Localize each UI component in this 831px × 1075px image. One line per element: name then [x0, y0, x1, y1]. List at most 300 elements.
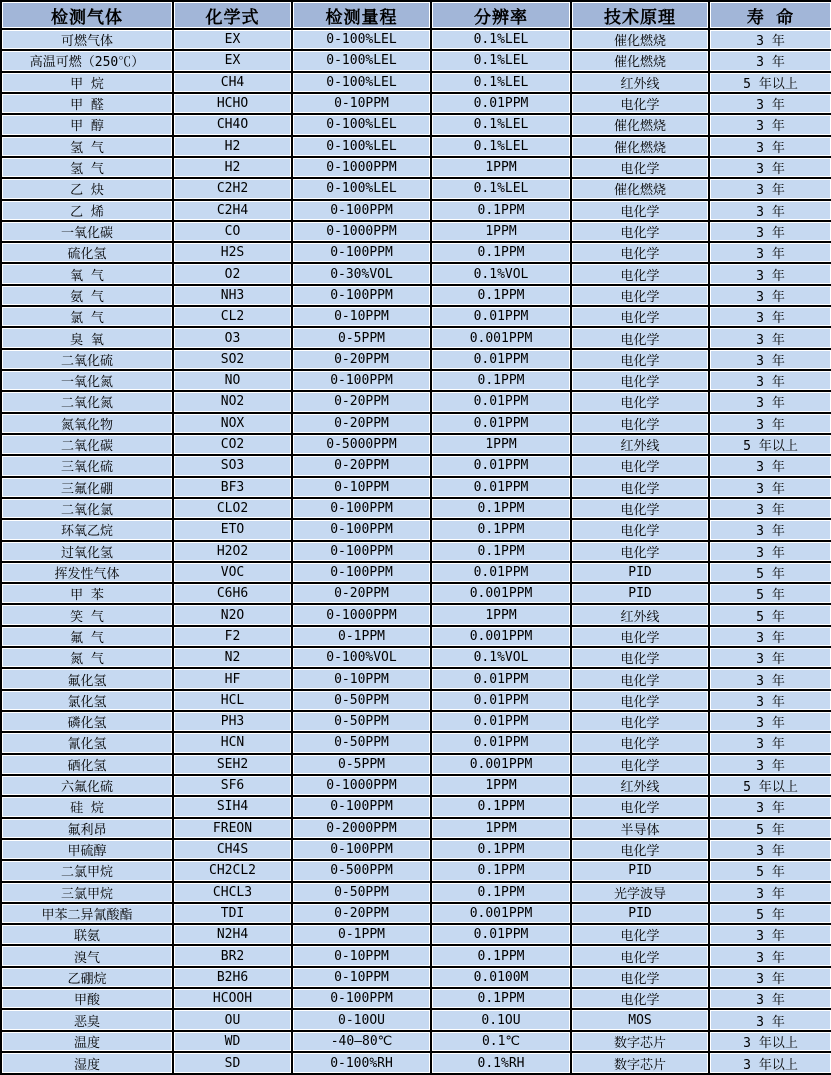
- table-cell: SIH4: [173, 796, 292, 817]
- header-row: [1, 1, 831, 29]
- table-cell: 半导体: [571, 818, 709, 839]
- table-cell: CLO2: [173, 498, 292, 519]
- table-cell: 0.01PPM: [431, 349, 571, 370]
- table-cell: 3 年: [709, 988, 831, 1009]
- table-cell: 0.1PPM: [431, 882, 571, 903]
- table-cell: 0.01PPM: [431, 477, 571, 498]
- table-cell: 0.1PPM: [431, 945, 571, 966]
- table-cell: 3 年: [709, 349, 831, 370]
- table-cell: 催化燃烧: [571, 136, 709, 157]
- table-cell: 二氧化碳: [1, 434, 173, 455]
- table-cell: 0.01PPM: [431, 413, 571, 434]
- table-cell: 电化学: [571, 242, 709, 263]
- table-cell: CH4S: [173, 839, 292, 860]
- table-cell: PH3: [173, 711, 292, 732]
- table-cell: 3 年: [709, 413, 831, 434]
- table-row: [1, 711, 831, 732]
- table-cell: NH3: [173, 285, 292, 306]
- table-row: [1, 498, 831, 519]
- table-cell: 0-10PPM: [292, 477, 431, 498]
- table-cell: 0.1PPM: [431, 498, 571, 519]
- table-cell: 催化燃烧: [571, 29, 709, 50]
- table-cell: 氯 气: [1, 306, 173, 327]
- table-cell: C2H4: [173, 200, 292, 221]
- table-cell: F2: [173, 626, 292, 647]
- table-cell: 催化燃烧: [571, 178, 709, 199]
- table-cell: 0.001PPM: [431, 903, 571, 924]
- table-cell: 0.1PPM: [431, 242, 571, 263]
- table-cell: 3 年: [709, 626, 831, 647]
- table-cell: 0-5000PPM: [292, 434, 431, 455]
- table-cell: 电化学: [571, 519, 709, 540]
- table-cell: 0-100PPM: [292, 242, 431, 263]
- table-cell: 电化学: [571, 498, 709, 519]
- table-cell: PID: [571, 562, 709, 583]
- table-cell: EX: [173, 29, 292, 50]
- table-cell: PID: [571, 860, 709, 881]
- table-cell: 0.01PPM: [431, 455, 571, 476]
- table-row: [1, 391, 831, 412]
- table-cell: PID: [571, 583, 709, 604]
- table-cell: 0-10PPM: [292, 306, 431, 327]
- table-cell: 3 年: [709, 157, 831, 178]
- table-cell: 3 年: [709, 136, 831, 157]
- table-cell: 0-100PPM: [292, 839, 431, 860]
- column-header-1: 化学式: [173, 1, 292, 29]
- table-cell: ETO: [173, 519, 292, 540]
- table-cell: 0-10PPM: [292, 93, 431, 114]
- table-cell: 3 年: [709, 498, 831, 519]
- table-row: [1, 29, 831, 50]
- table-cell: 0-100%VOL: [292, 647, 431, 668]
- table-cell: 0-10PPM: [292, 668, 431, 689]
- table-row: [1, 434, 831, 455]
- table-cell: 硫化氢: [1, 242, 173, 263]
- table-cell: 电化学: [571, 327, 709, 348]
- table-row: [1, 477, 831, 498]
- table-cell: 5 年以上: [709, 72, 831, 93]
- table-row: [1, 732, 831, 753]
- table-cell: 六氟化硫: [1, 775, 173, 796]
- column-header-5: 寿 命: [709, 1, 831, 29]
- table-cell: NO: [173, 370, 292, 391]
- table-row: [1, 1009, 831, 1030]
- table-cell: SD: [173, 1052, 292, 1074]
- table-row: [1, 668, 831, 689]
- table-cell: 3 年: [709, 455, 831, 476]
- table-cell: 数字芯片: [571, 1052, 709, 1074]
- table-cell: 0-50PPM: [292, 732, 431, 753]
- table-cell: SO3: [173, 455, 292, 476]
- table-row: [1, 882, 831, 903]
- table-cell: PID: [571, 903, 709, 924]
- table-cell: CH2CL2: [173, 860, 292, 881]
- table-row: [1, 242, 831, 263]
- table-cell: 0-1000PPM: [292, 221, 431, 242]
- table-cell: 0.01PPM: [431, 562, 571, 583]
- table-cell: H2: [173, 136, 292, 157]
- table-cell: EX: [173, 50, 292, 71]
- table-cell: 二氧化硫: [1, 349, 173, 370]
- table-cell: 0-20PPM: [292, 391, 431, 412]
- table-cell: 0-5PPM: [292, 327, 431, 348]
- table-cell: O2: [173, 263, 292, 284]
- table-cell: 0.01PPM: [431, 93, 571, 114]
- table-cell: 3 年: [709, 200, 831, 221]
- table-cell: 0-100PPM: [292, 498, 431, 519]
- table-cell: 挥发性气体: [1, 562, 173, 583]
- table-row: [1, 413, 831, 434]
- table-cell: BR2: [173, 945, 292, 966]
- table-cell: 0-500PPM: [292, 860, 431, 881]
- table-cell: 0-1PPM: [292, 626, 431, 647]
- column-header-3: 分辨率: [431, 1, 571, 29]
- table-cell: NO2: [173, 391, 292, 412]
- table-cell: 0.1℃: [431, 1031, 571, 1052]
- table-cell: 0-100%LEL: [292, 136, 431, 157]
- table-cell: 0.1PPM: [431, 519, 571, 540]
- table-cell: 0.0100M: [431, 967, 571, 988]
- table-cell: 3 年: [709, 114, 831, 135]
- table-cell: 电化学: [571, 477, 709, 498]
- table-row: [1, 839, 831, 860]
- table-cell: 1PPM: [431, 434, 571, 455]
- table-cell: 3 年: [709, 50, 831, 71]
- table-cell: 3 年: [709, 285, 831, 306]
- table-cell: 3 年以上: [709, 1031, 831, 1052]
- table-cell: 0.1PPM: [431, 370, 571, 391]
- table-cell: 0.1%LEL: [431, 114, 571, 135]
- table-cell: H2: [173, 157, 292, 178]
- table-cell: 0.1PPM: [431, 200, 571, 221]
- table-cell: C6H6: [173, 583, 292, 604]
- table-cell: 3 年: [709, 242, 831, 263]
- table-cell: 0.1%LEL: [431, 72, 571, 93]
- table-cell: 溴气: [1, 945, 173, 966]
- table-cell: 0.001PPM: [431, 327, 571, 348]
- table-cell: 电化学: [571, 349, 709, 370]
- table-cell: 0.1%LEL: [431, 178, 571, 199]
- table-cell: H2S: [173, 242, 292, 263]
- table-cell: 0.001PPM: [431, 626, 571, 647]
- table-cell: 氢 气: [1, 136, 173, 157]
- table-cell: 甲 烷: [1, 72, 173, 93]
- table-cell: 3 年: [709, 924, 831, 945]
- table-cell: 0-100PPM: [292, 200, 431, 221]
- table-cell: 氟化氢: [1, 668, 173, 689]
- table-row: [1, 690, 831, 711]
- table-row: [1, 93, 831, 114]
- table-cell: 催化燃烧: [571, 50, 709, 71]
- table-cell: 0-1PPM: [292, 924, 431, 945]
- table-cell: N2: [173, 647, 292, 668]
- table-cell: 3 年: [709, 1009, 831, 1030]
- table-cell: 高温可燃（250℃）: [1, 50, 173, 71]
- table-cell: HCHO: [173, 93, 292, 114]
- table-cell: 0-100%LEL: [292, 72, 431, 93]
- table-cell: 0-100PPM: [292, 519, 431, 540]
- column-header-4: 技术原理: [571, 1, 709, 29]
- table-cell: 0.001PPM: [431, 583, 571, 604]
- table-cell: 0-2000PPM: [292, 818, 431, 839]
- table-cell: 0-20PPM: [292, 455, 431, 476]
- table-cell: 氧 气: [1, 263, 173, 284]
- table-row: [1, 775, 831, 796]
- table-row: [1, 50, 831, 71]
- table-cell: B2H6: [173, 967, 292, 988]
- table-cell: HCOOH: [173, 988, 292, 1009]
- table-cell: 0.1%LEL: [431, 50, 571, 71]
- table-cell: N2O: [173, 604, 292, 625]
- table-row: [1, 285, 831, 306]
- table-cell: 甲 苯: [1, 583, 173, 604]
- table-cell: 氟利昂: [1, 818, 173, 839]
- table-cell: 电化学: [571, 455, 709, 476]
- table-cell: CH4: [173, 72, 292, 93]
- table-cell: 0-100PPM: [292, 370, 431, 391]
- table-cell: 0-100%LEL: [292, 50, 431, 71]
- table-cell: 0-50PPM: [292, 690, 431, 711]
- table-row: [1, 349, 831, 370]
- table-cell: 0-10OU: [292, 1009, 431, 1030]
- table-cell: 3 年: [709, 541, 831, 562]
- table-cell: 电化学: [571, 626, 709, 647]
- table-cell: 0.1%LEL: [431, 29, 571, 50]
- table-cell: HCN: [173, 732, 292, 753]
- table-cell: 3 年: [709, 263, 831, 284]
- table-row: [1, 796, 831, 817]
- table-cell: 5 年: [709, 903, 831, 924]
- table-cell: 乙 烯: [1, 200, 173, 221]
- table-row: [1, 263, 831, 284]
- table-row: [1, 136, 831, 157]
- table-cell: 硒化氢: [1, 754, 173, 775]
- table-cell: 数字芯片: [571, 1031, 709, 1052]
- table-cell: 0-10PPM: [292, 945, 431, 966]
- table-cell: 1PPM: [431, 604, 571, 625]
- table-row: [1, 370, 831, 391]
- table-cell: 电化学: [571, 945, 709, 966]
- table-cell: 5 年: [709, 818, 831, 839]
- table-cell: 0.1%VOL: [431, 647, 571, 668]
- table-cell: 3 年: [709, 178, 831, 199]
- table-cell: 环氧乙烷: [1, 519, 173, 540]
- table-cell: 三氟化硼: [1, 477, 173, 498]
- table-cell: 0.01PPM: [431, 711, 571, 732]
- table-cell: 5 年以上: [709, 775, 831, 796]
- table-cell: 笑 气: [1, 604, 173, 625]
- table-cell: 电化学: [571, 924, 709, 945]
- table-cell: 0-20PPM: [292, 413, 431, 434]
- table-cell: SF6: [173, 775, 292, 796]
- table-cell: 0-100PPM: [292, 285, 431, 306]
- table-cell: 0-100%LEL: [292, 178, 431, 199]
- table-row: [1, 72, 831, 93]
- table-cell: 二氯甲烷: [1, 860, 173, 881]
- table-row: [1, 541, 831, 562]
- table-cell: WD: [173, 1031, 292, 1052]
- table-cell: 电化学: [571, 200, 709, 221]
- table-cell: 催化燃烧: [571, 114, 709, 135]
- table-cell: 0.01PPM: [431, 690, 571, 711]
- column-header-2: 检测量程: [292, 1, 431, 29]
- table-cell: 氨 气: [1, 285, 173, 306]
- table-cell: 3 年: [709, 796, 831, 817]
- table-cell: 0.1PPM: [431, 839, 571, 860]
- table-cell: 0.001PPM: [431, 754, 571, 775]
- table-row: [1, 988, 831, 1009]
- table-cell: 0.01PPM: [431, 668, 571, 689]
- table-cell: 3 年: [709, 370, 831, 391]
- table-cell: H2O2: [173, 541, 292, 562]
- table-cell: 0.1OU: [431, 1009, 571, 1030]
- table-cell: 电化学: [571, 391, 709, 412]
- table-row: [1, 114, 831, 135]
- table-row: [1, 327, 831, 348]
- table-cell: 3 年: [709, 477, 831, 498]
- table-cell: 联氨: [1, 924, 173, 945]
- table-cell: 甲 醇: [1, 114, 173, 135]
- table-row: [1, 626, 831, 647]
- table-cell: 3 年: [709, 306, 831, 327]
- table-row: [1, 754, 831, 775]
- table-cell: 过氧化氢: [1, 541, 173, 562]
- table-cell: 0-100PPM: [292, 541, 431, 562]
- table-cell: HCL: [173, 690, 292, 711]
- table-cell: 一氧化碳: [1, 221, 173, 242]
- table-cell: 电化学: [571, 967, 709, 988]
- table-cell: 电化学: [571, 221, 709, 242]
- table-cell: CO: [173, 221, 292, 242]
- table-row: [1, 562, 831, 583]
- table-cell: OU: [173, 1009, 292, 1030]
- table-cell: 氮 气: [1, 647, 173, 668]
- table-cell: 0-100PPM: [292, 562, 431, 583]
- table-cell: 1PPM: [431, 775, 571, 796]
- table-cell: HF: [173, 668, 292, 689]
- table-cell: 红外线: [571, 434, 709, 455]
- table-cell: 3 年: [709, 967, 831, 988]
- table-cell: 0.1%LEL: [431, 136, 571, 157]
- table-cell: 3 年: [709, 754, 831, 775]
- table-cell: 5 年: [709, 583, 831, 604]
- table-cell: 电化学: [571, 647, 709, 668]
- table-cell: 电化学: [571, 796, 709, 817]
- table-cell: 3 年: [709, 711, 831, 732]
- table-cell: 0.1%VOL: [431, 263, 571, 284]
- table-cell: 甲苯二异氰酸酯: [1, 903, 173, 924]
- table-cell: 光学波导: [571, 882, 709, 903]
- table-cell: 0.1PPM: [431, 541, 571, 562]
- table-cell: 氰化氢: [1, 732, 173, 753]
- table-cell: 甲酸: [1, 988, 173, 1009]
- table-cell: 3 年: [709, 732, 831, 753]
- table-row: [1, 818, 831, 839]
- table-cell: 电化学: [571, 285, 709, 306]
- table-cell: 0-50PPM: [292, 711, 431, 732]
- table-cell: 电化学: [571, 711, 709, 732]
- table-cell: 电化学: [571, 732, 709, 753]
- table-cell: VOC: [173, 562, 292, 583]
- table-cell: 湿度: [1, 1052, 173, 1074]
- table-cell: 氯化氢: [1, 690, 173, 711]
- table-cell: 电化学: [571, 839, 709, 860]
- table-cell: SEH2: [173, 754, 292, 775]
- table-row: [1, 967, 831, 988]
- table-cell: 0-100%LEL: [292, 29, 431, 50]
- table-cell: 电化学: [571, 306, 709, 327]
- column-header-0: 检测气体: [1, 1, 173, 29]
- table-row: [1, 157, 831, 178]
- table-cell: 3 年: [709, 93, 831, 114]
- table-cell: 电化学: [571, 157, 709, 178]
- table-cell: 三氯甲烷: [1, 882, 173, 903]
- table-cell: -40—80℃: [292, 1031, 431, 1052]
- table-cell: SO2: [173, 349, 292, 370]
- table-cell: 0.1PPM: [431, 285, 571, 306]
- table-row: [1, 945, 831, 966]
- table-cell: 氢 气: [1, 157, 173, 178]
- table-cell: 甲硫醇: [1, 839, 173, 860]
- table-cell: 3 年: [709, 690, 831, 711]
- table-row: [1, 519, 831, 540]
- table-cell: 恶臭: [1, 1009, 173, 1030]
- table-row: [1, 860, 831, 881]
- table-cell: 1PPM: [431, 221, 571, 242]
- table-cell: 电化学: [571, 988, 709, 1009]
- table-row: [1, 924, 831, 945]
- table-cell: 3 年: [709, 668, 831, 689]
- table-cell: 三氧化硫: [1, 455, 173, 476]
- table-row: [1, 1031, 831, 1052]
- table-cell: 二氧化氮: [1, 391, 173, 412]
- table-row: [1, 1052, 831, 1074]
- table-row: [1, 583, 831, 604]
- table-row: [1, 221, 831, 242]
- table-row: [1, 178, 831, 199]
- table-cell: 0-50PPM: [292, 882, 431, 903]
- table-cell: 3 年: [709, 945, 831, 966]
- table-cell: 臭 氧: [1, 327, 173, 348]
- table-row: [1, 903, 831, 924]
- table-cell: 0-100PPM: [292, 796, 431, 817]
- table-cell: CL2: [173, 306, 292, 327]
- table-cell: 乙 炔: [1, 178, 173, 199]
- table-cell: 5 年以上: [709, 434, 831, 455]
- table-cell: 电化学: [571, 263, 709, 284]
- table-cell: 5 年: [709, 562, 831, 583]
- table-cell: 0.1PPM: [431, 860, 571, 881]
- table-cell: 电化学: [571, 370, 709, 391]
- table-cell: 3 年: [709, 647, 831, 668]
- table-cell: NOX: [173, 413, 292, 434]
- table-cell: 电化学: [571, 541, 709, 562]
- table-cell: 磷化氢: [1, 711, 173, 732]
- table-cell: 电化学: [571, 668, 709, 689]
- table-cell: 0-1000PPM: [292, 775, 431, 796]
- table-cell: 0.01PPM: [431, 306, 571, 327]
- table-cell: BF3: [173, 477, 292, 498]
- table-cell: 0.01PPM: [431, 391, 571, 412]
- table-cell: 氮氧化物: [1, 413, 173, 434]
- table-cell: 5 年: [709, 604, 831, 625]
- table-cell: 硅 烷: [1, 796, 173, 817]
- table-cell: 0-100%LEL: [292, 114, 431, 135]
- table-cell: 3 年: [709, 29, 831, 50]
- table-cell: 0-20PPM: [292, 349, 431, 370]
- table-cell: 二氧化氯: [1, 498, 173, 519]
- table-cell: 0-1000PPM: [292, 157, 431, 178]
